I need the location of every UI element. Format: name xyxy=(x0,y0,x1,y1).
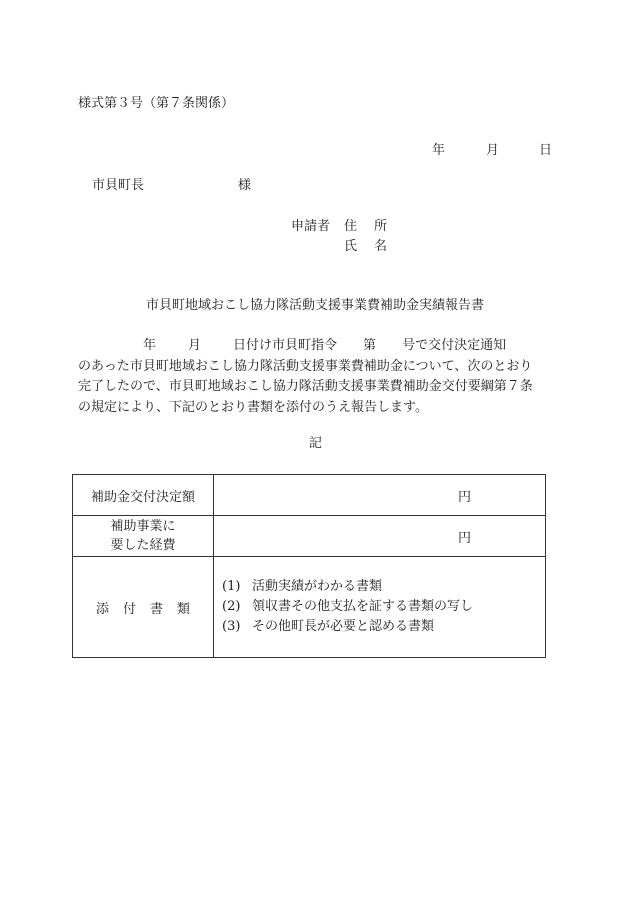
body-paragraph xyxy=(78,336,552,418)
grant-amount-value: 円 xyxy=(214,475,546,516)
list-item: (3) その他町長が必要と認める書類 xyxy=(222,619,435,634)
body-dated: 日付け市貝町指令 xyxy=(233,338,338,353)
table-row xyxy=(73,516,546,557)
attachments-list xyxy=(214,557,546,658)
table-row xyxy=(73,557,546,658)
address-label: 住所 xyxy=(344,219,405,234)
body-line-3: 完了したので、市貝町地域おこし協力隊活動支援事業費補助金交付要綱第７条 xyxy=(78,379,533,394)
document-title: 市貝町地域おこし協力隊活動支援事業費補助金実績報告書 xyxy=(145,298,484,313)
body-line-4: の規定により、下記のとおり書類を添付のうえ報告します。 xyxy=(78,399,428,415)
body-line-1 xyxy=(78,336,552,357)
name-label: 氏名 xyxy=(344,239,405,254)
applicant-label: 申請者 xyxy=(291,219,331,234)
expense-label-line-2: 要した経費 xyxy=(110,538,176,553)
list-item: (1) 活動実績がわかる書類 xyxy=(222,579,383,594)
report-table xyxy=(72,474,546,658)
expense-label-line-1: 補助事業に xyxy=(110,519,176,534)
body-year: 年 xyxy=(143,338,157,353)
body-line-2: のあった市貝町地域おこし協力隊活動支援事業費補助金について、次のとおり xyxy=(78,358,533,374)
attachments-label: 添付書類 xyxy=(73,557,214,658)
expense-value: 円 xyxy=(214,516,546,557)
expense-label xyxy=(73,516,214,557)
body-line1-tail: 号で交付決定通知 xyxy=(402,338,507,353)
date-day-label: 日 xyxy=(539,143,553,158)
addressee-name: 市貝町長 xyxy=(92,178,145,193)
grant-amount-label: 補助金交付決定額 xyxy=(73,475,214,516)
date-month-label: 月 xyxy=(486,143,500,158)
addressee-honorific: 様 xyxy=(238,178,252,193)
date-year-label: 年 xyxy=(432,143,446,158)
form-number: 様式第３号（第７条関係） xyxy=(78,96,235,111)
list-item: (2) 領収書その他支払を証する書類の写し xyxy=(222,599,474,614)
table-row xyxy=(73,475,546,516)
body-month: 月 xyxy=(188,338,202,353)
ki-heading: 記 xyxy=(309,436,323,451)
body-no: 第 xyxy=(363,338,377,353)
